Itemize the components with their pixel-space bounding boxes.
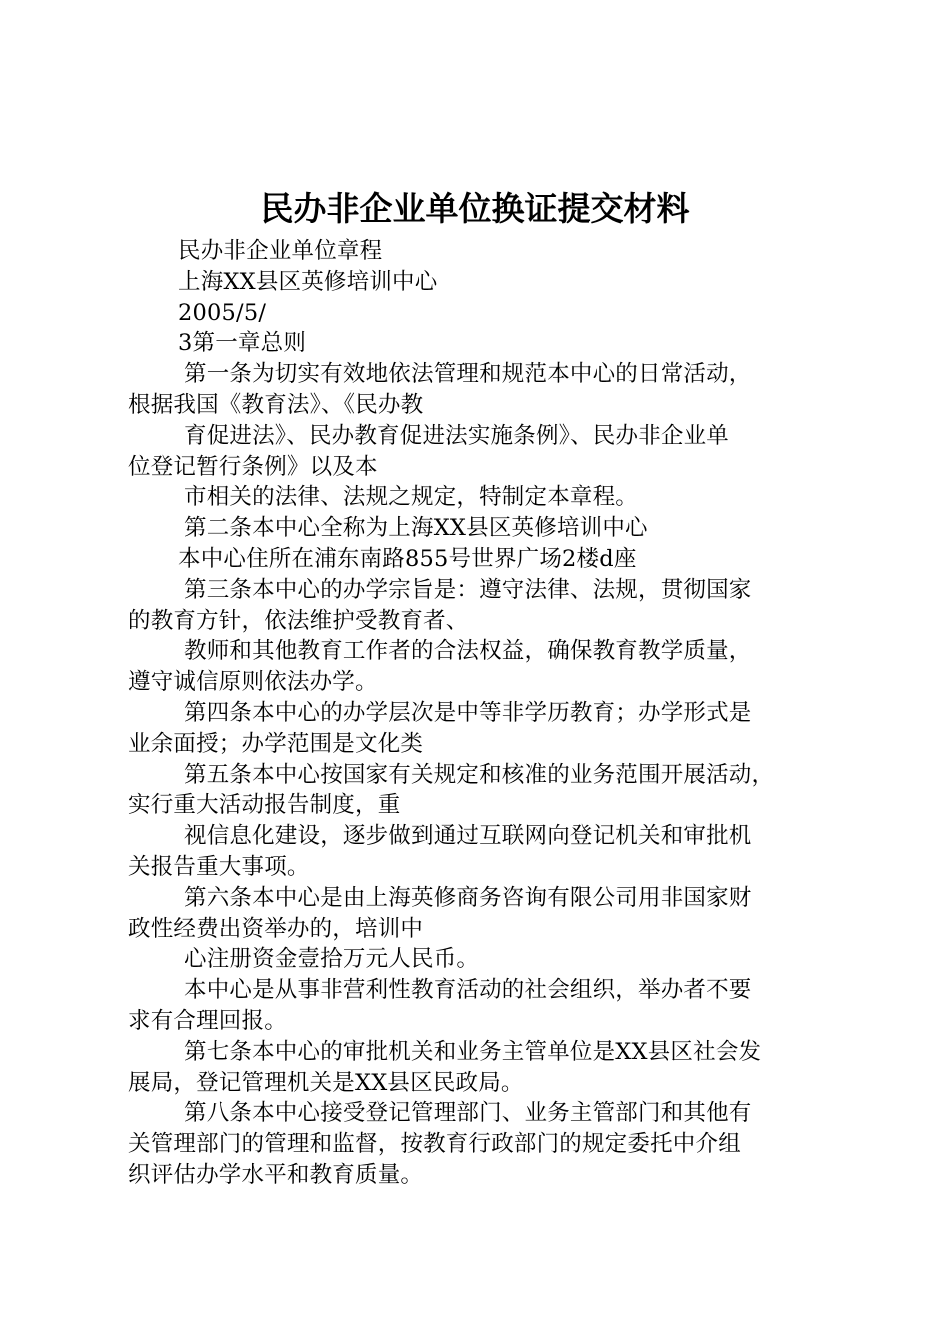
text-line: 第六条本中心是由上海英修商务咨询有限公司用非国家财 — [184, 884, 752, 911]
text-line: 本中心是从事非营利性教育活动的社会组织，举办者不要 — [184, 977, 752, 1004]
text-line: 实行重大活动报告制度，重 — [128, 792, 401, 819]
text-line: 织评估办学水平和教育质量。 — [128, 1161, 424, 1188]
text-line: 遵守诚信原则依法办学。 — [128, 669, 378, 696]
text-line: 上海XX县区英修培训中心 — [178, 268, 438, 295]
text-line: 求有合理回报。 — [128, 1007, 287, 1034]
text-line: 关报告重大事项。 — [128, 853, 310, 880]
text-line: 2005/5/ — [178, 299, 267, 326]
document-title: 民办非企业单位换证提交材料 — [260, 189, 690, 228]
document-body — [128, 236, 838, 1191]
text-line: 第四条本中心的办学层次是中等非学历教育；办学形式是 — [184, 699, 752, 726]
text-line: 民办非企业单位章程 — [178, 238, 383, 264]
text-line: 本中心住所在浦东南路855号世界广场2楼d座 — [178, 545, 637, 572]
text-line: 第七条本中心的审批机关和业务主管单位是XX县区社会发 — [184, 1038, 762, 1065]
text-line: 的教育方针，依法维护受教育者、 — [128, 607, 469, 634]
text-line: 根据我国《教育法》、《民办教 — [128, 391, 424, 418]
text-line: 第三条本中心的办学宗旨是：遵守法律、法规，贯彻国家 — [184, 576, 752, 603]
text-line: 第一条为切实有效地依法管理和规范本中心的日常活动， — [184, 361, 752, 388]
text-line: 位登记暂行条例》以及本 — [128, 453, 378, 480]
text-line: 3第一章总则 — [178, 330, 307, 357]
text-line: 心注册资金壹拾万元人民币。 — [184, 946, 480, 973]
text-line: 视信息化建设，逐步做到通过互联网向登记机关和审批机 — [184, 823, 752, 850]
text-line: 展局，登记管理机关是XX县区民政局。 — [128, 1069, 524, 1096]
text-line: 第二条本中心全称为上海XX县区英修培训中心 — [184, 515, 648, 542]
text-line: 第五条本中心按国家有关规定和核准的业务范围开展活动， — [184, 761, 775, 788]
text-line: 教师和其他教育工作者的合法权益，确保教育教学质量， — [184, 638, 752, 665]
text-line: 关管理部门的管理和监督，按教育行政部门的规定委托中介组 — [128, 1131, 741, 1158]
text-line: 业余面授；办学范围是文化类 — [128, 730, 424, 757]
text-line: 育促进法》、民办教育促进法实施条例》、民办非企业单 — [184, 422, 730, 449]
text-line: 市相关的法律、法规之规定，特制定本章程。 — [184, 484, 639, 511]
text-line: 第八条本中心接受登记管理部门、业务主管部门和其他有 — [184, 1100, 752, 1127]
text-line: 政性经费出资举办的，培训中 — [128, 915, 424, 942]
